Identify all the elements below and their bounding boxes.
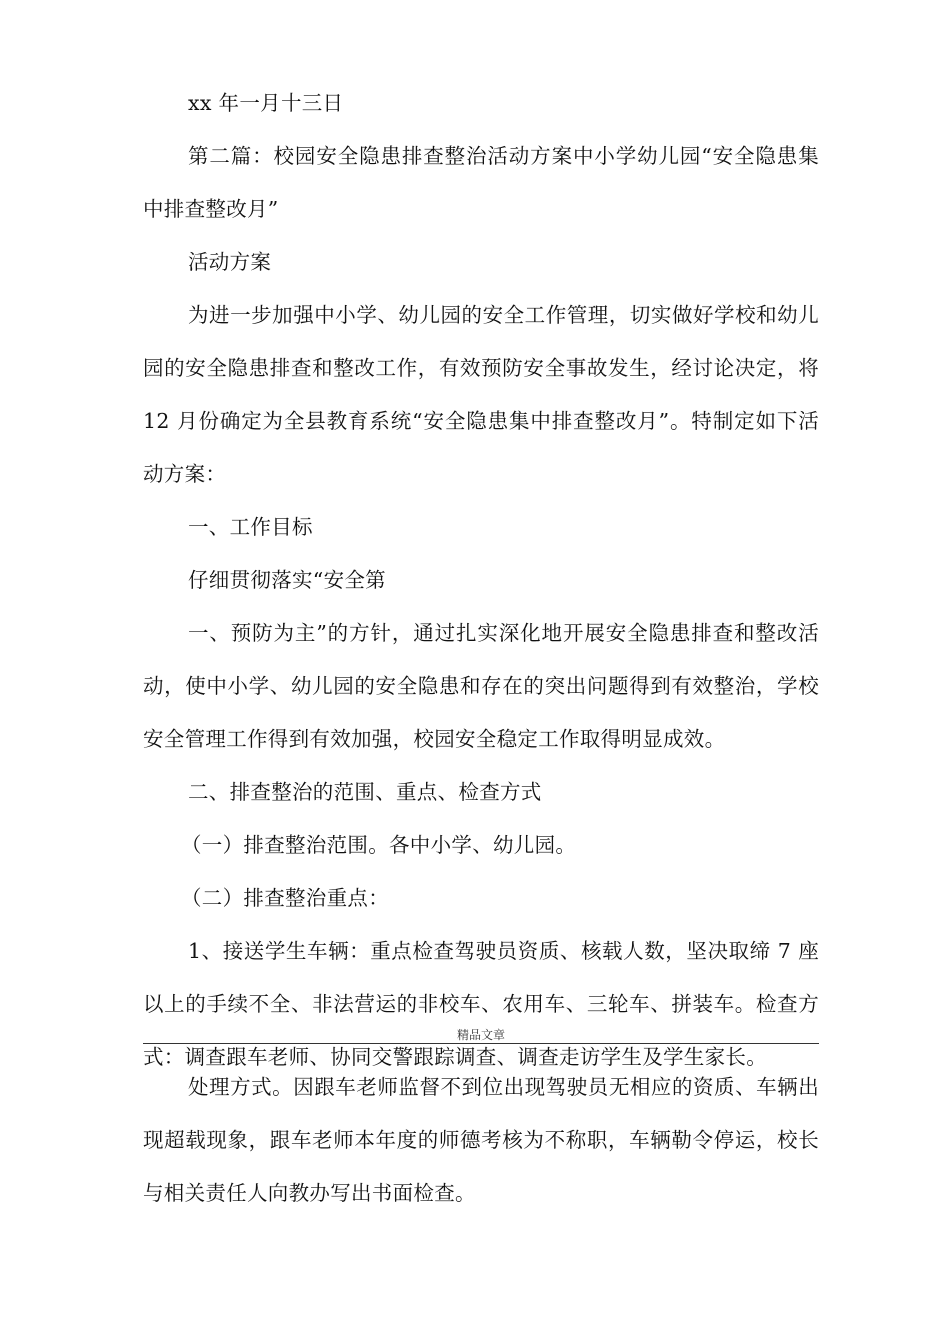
intro-paragraph: 为进一步加强中小学、幼儿园的安全工作管理，切实做好学校和幼儿园的安全隐患排查和整改工作，有效预防安全事故发生，经讨论决定，将 12 月份确定为全县教育系统“安全隐患集中排查整改月”。特制定如下活动方案： — [143, 303, 819, 486]
handling-paragraph: 处理方式。因跟车老师监督不到位出现驾驶员无相应的资质、车辆出现超载现象，跟车老师本年度的师德考核为不称职，车辆勒令停运，校长与相关责任人向教办写出书面检查。 — [143, 1075, 819, 1205]
document-body-bottom — [143, 1061, 819, 1220]
goal-paragraph: 一、预防为主”的方针，通过扎实深化地开展安全隐患排查和整改活动，使中小学、幼儿园的安全隐患和存在的突出问题得到有效整治，学校安全管理工作得到有效加强，校园安全稳定工作取得明显成效。 — [143, 621, 819, 751]
section-title: 第二篇：校园安全隐患排查整治活动方案中小学幼儿园“安全隐患集中排查整改月” — [143, 144, 819, 221]
footer-divider — [143, 1043, 819, 1044]
date-line: xx 年一月十三日 — [188, 91, 344, 115]
footer-label: 精品文章 — [456, 1028, 505, 1042]
heading-scope: 二、排查整治的范围、重点、检查方式 — [188, 780, 542, 804]
goal-paragraph-start: 仔细贯彻落实“安全第 — [188, 568, 386, 592]
scope-range: （一）排查整治范围。各中小学、幼儿园。 — [181, 833, 577, 857]
document-body-top — [143, 77, 819, 1084]
section-subtitle: 活动方案 — [188, 250, 272, 274]
vehicle-paragraph: 1、接送学生车辆：重点检查驾驶员资质、核载人数，坚决取缔 7 座以上的手续不全、非法营运的非校车、农用车、三轮车、拼装车。检查方式：调查跟车老师、协同交警跟踪调查、调查走访学生及学生家长。 — [143, 939, 819, 1069]
heading-work-goal: 一、工作目标 — [188, 515, 313, 539]
scope-focus-heading: （二）排查整治重点： — [181, 886, 389, 910]
